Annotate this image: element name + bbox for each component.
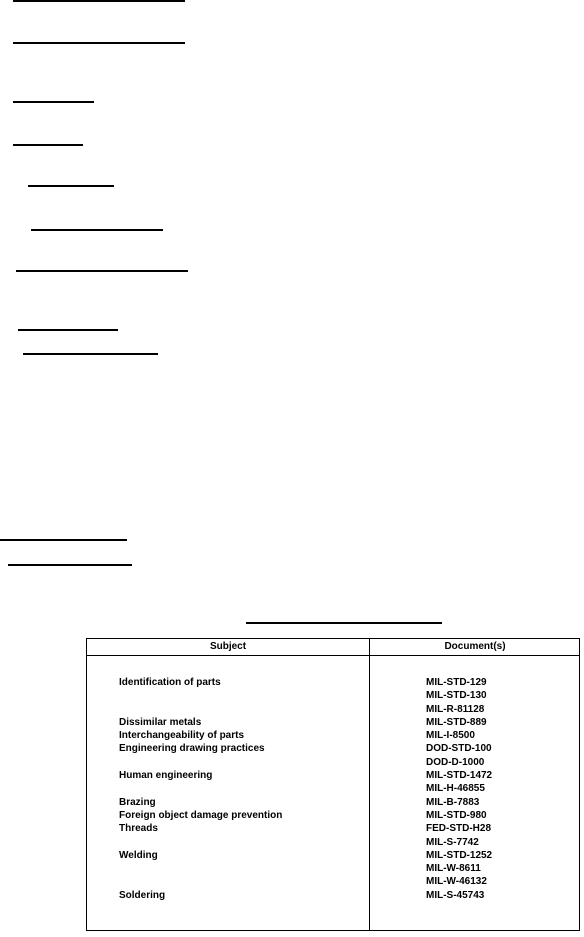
underline-rule-2 [13,42,185,44]
document-line: MIL-I-8500 [426,730,475,742]
underline-rule-8 [18,329,118,331]
subject-line [119,689,282,702]
document-line: MIL-H-46855 [426,783,485,795]
underline-rule-7 [16,270,188,272]
table-caption-rule [246,622,442,624]
subject-line [119,836,282,849]
subject-line: Welding [119,849,158,861]
reference-documents-table [86,638,580,931]
subject-line: Soldering [119,889,166,901]
document-line: MIL-STD-980 [426,809,487,821]
header-subject: Subject [209,641,247,652]
document-line: DOD-D-1000 [426,756,485,768]
subject-line: Interchangeability of parts [119,730,245,742]
header-separator [87,655,579,656]
subject-line: Identification of parts [119,677,221,688]
subject-line [119,703,282,716]
subject-line: Dissimilar metals [119,716,202,728]
underline-rule-1 [13,0,185,2]
subject-line: Human engineering [119,770,213,782]
column-divider [369,639,370,930]
subject-line: Foreign object damage prevention [119,809,283,821]
document-line: MIL-W-46132 [426,876,487,888]
document-line: MIL-S-45743 [426,889,485,901]
subject-line [119,875,282,888]
header-documents: Document(s) [444,641,506,652]
document-line: MIL-S-7742 [426,836,479,848]
document-line: MIL-W-8611 [426,863,481,875]
document-line: MIL-STD-889 [426,716,487,728]
document-line: MIL-R-81128 [426,703,485,715]
document-line: MIL-B-7883 [426,796,480,808]
documents-column [426,676,492,902]
underline-rule-4 [13,144,83,146]
underline-rule-9 [23,353,158,355]
underline-rule-10 [0,539,127,541]
document-line: MIL-STD-129 [426,677,487,688]
subject-line [119,756,282,769]
document-line: MIL-STD-1252 [426,849,493,861]
subject-line: Threads [119,823,158,835]
underline-rule-11 [8,564,132,566]
subject-line: Brazing [119,796,156,808]
document-line: MIL-STD-1472 [426,770,493,782]
underline-rule-6 [31,229,163,231]
underline-rule-3 [13,101,94,103]
subject-line: Engineering drawing practices [119,743,265,755]
subject-line [119,862,282,875]
subject-line [119,782,282,795]
document-line: DOD-STD-100 [426,743,492,755]
document-line: FED-STD-H28 [426,823,492,835]
subject-column [119,676,282,902]
document-line: MIL-STD-130 [426,690,487,702]
underline-rule-5 [28,185,114,187]
